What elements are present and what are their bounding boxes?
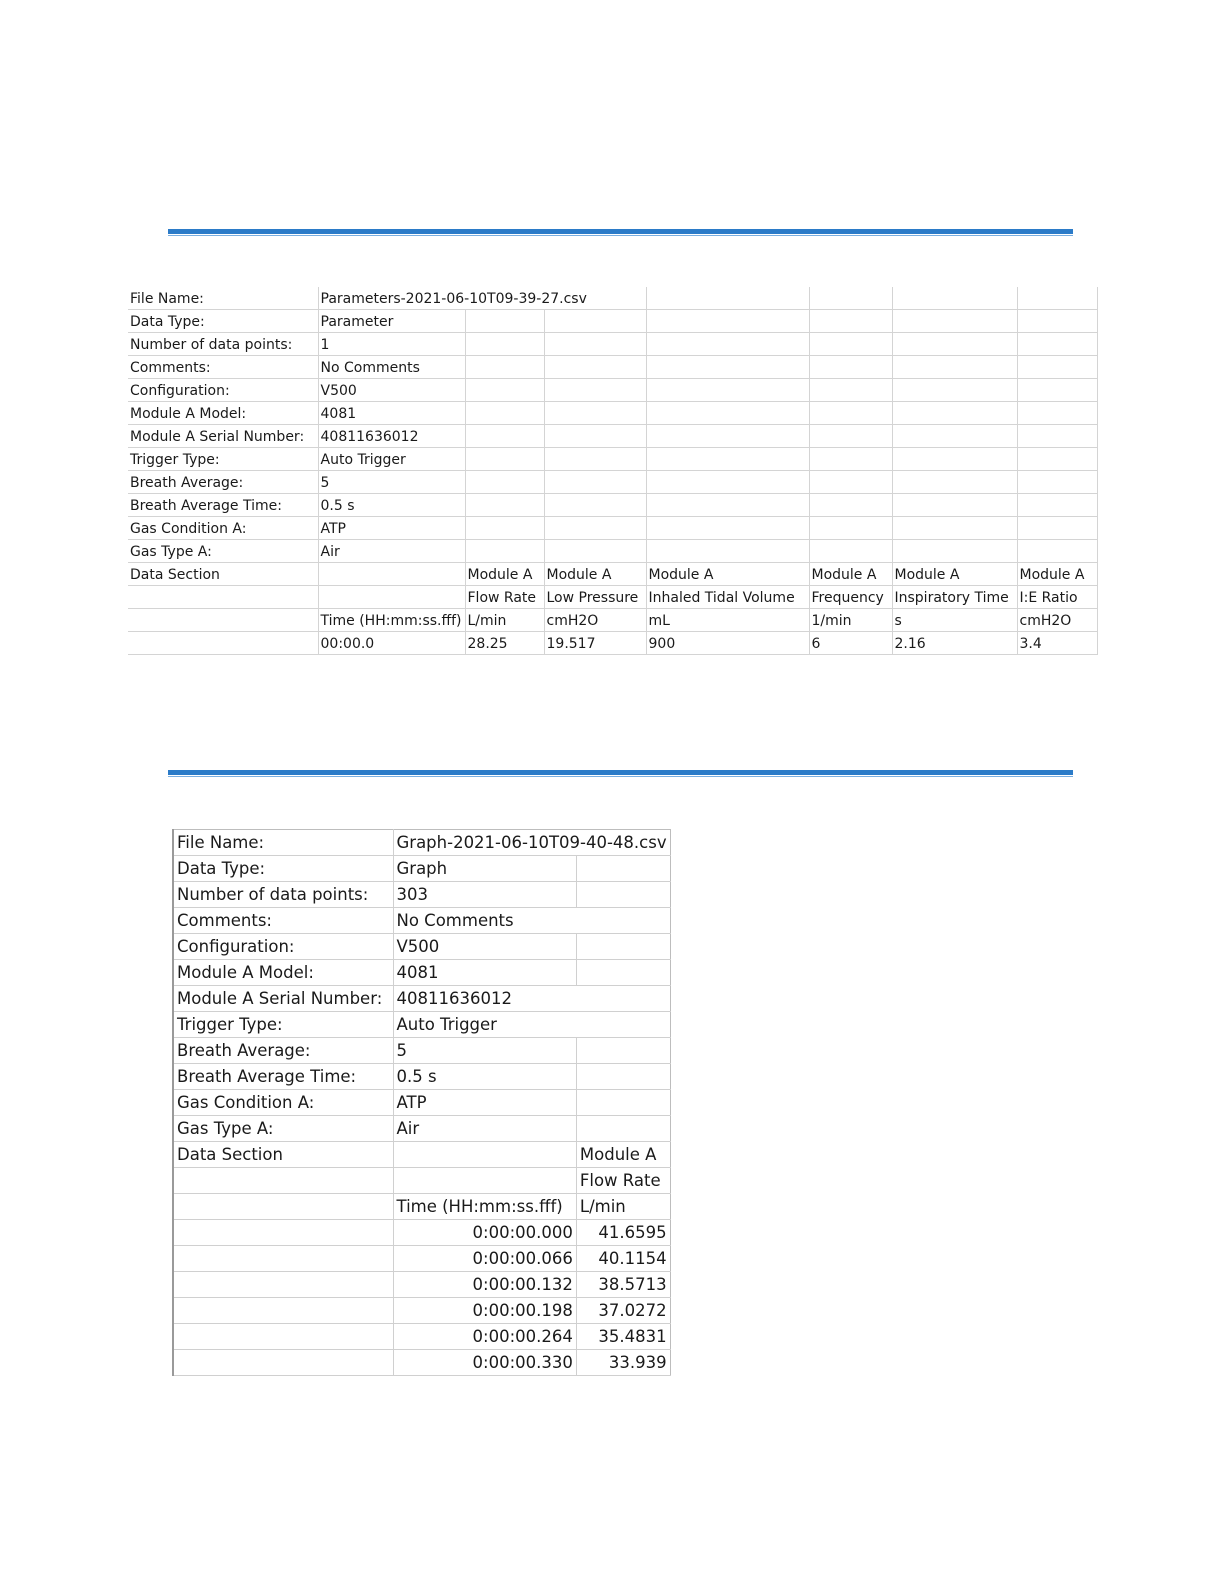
empty-cell[interactable] [809, 494, 892, 517]
column-unit[interactable]: L/min [576, 1194, 670, 1220]
empty-cell[interactable] [892, 517, 1017, 540]
empty-cell[interactable] [1017, 448, 1097, 471]
column-module[interactable]: Module A [576, 1142, 670, 1168]
param-label[interactable]: Breath Average: [173, 1038, 393, 1064]
table-row [173, 1012, 670, 1038]
section-divider-middle [168, 770, 1073, 775]
empty-cell[interactable] [646, 379, 809, 402]
column-name[interactable]: Low Pressure [544, 586, 646, 609]
empty-cell[interactable] [173, 1246, 393, 1272]
empty-cell[interactable] [646, 471, 809, 494]
param-value[interactable]: 4081 [318, 402, 465, 425]
param-value[interactable]: No Comments [318, 356, 465, 379]
column-name[interactable]: Frequency [809, 586, 892, 609]
empty-cell[interactable] [173, 1324, 393, 1350]
empty-cell[interactable] [173, 1220, 393, 1246]
param-value[interactable]: ATP [393, 1090, 576, 1116]
table-row [128, 609, 1097, 632]
flow-rate-value[interactable]: 37.0272 [576, 1298, 670, 1324]
empty-cell[interactable] [646, 333, 809, 356]
param-value[interactable]: No Comments [393, 908, 670, 934]
param-value[interactable]: 40811636012 [393, 986, 670, 1012]
table-row [128, 448, 1097, 471]
empty-cell[interactable] [892, 425, 1017, 448]
empty-cell[interactable] [646, 494, 809, 517]
param-label[interactable]: Trigger Type: [128, 448, 318, 471]
param-label[interactable]: Data Type: [173, 856, 393, 882]
param-label[interactable]: Trigger Type: [173, 1012, 393, 1038]
column-name[interactable]: Inhaled Tidal Volume [646, 586, 809, 609]
column-module[interactable]: Module A [544, 563, 646, 586]
empty-cell[interactable] [544, 471, 646, 494]
empty-cell[interactable] [1017, 494, 1097, 517]
empty-cell[interactable] [128, 586, 318, 609]
table-row [128, 632, 1097, 655]
param-value[interactable]: Graph-2021-06-10T09-40-48.csv [393, 830, 670, 856]
empty-cell[interactable] [576, 934, 670, 960]
graph-spreadsheet [172, 829, 671, 1376]
empty-cell[interactable] [465, 494, 544, 517]
empty-cell[interactable] [576, 856, 670, 882]
empty-cell[interactable] [544, 425, 646, 448]
column-unit[interactable]: L/min [465, 609, 544, 632]
empty-cell[interactable] [1017, 471, 1097, 494]
column-module[interactable]: Module A [809, 563, 892, 586]
flow-rate-value[interactable]: 40.1154 [576, 1246, 670, 1272]
empty-cell[interactable] [1017, 379, 1097, 402]
column-unit[interactable]: 1/min [809, 609, 892, 632]
param-label[interactable]: Gas Condition A: [128, 517, 318, 540]
param-label[interactable]: Gas Condition A: [173, 1090, 393, 1116]
param-value[interactable]: V500 [318, 379, 465, 402]
empty-cell[interactable] [544, 310, 646, 333]
empty-cell[interactable] [892, 310, 1017, 333]
section-divider-top [168, 229, 1073, 234]
param-value[interactable]: 4081 [393, 960, 576, 986]
empty-cell[interactable] [1017, 517, 1097, 540]
column-value[interactable]: 2.16 [892, 632, 1017, 655]
empty-cell[interactable] [1017, 333, 1097, 356]
empty-cell[interactable] [1017, 310, 1097, 333]
empty-cell[interactable] [809, 540, 892, 563]
empty-cell[interactable] [318, 563, 465, 586]
empty-cell[interactable] [465, 356, 544, 379]
column-name[interactable]: Flow Rate [576, 1168, 670, 1194]
empty-cell[interactable] [1017, 402, 1097, 425]
flow-rate-value[interactable]: 33.939 [576, 1350, 670, 1376]
param-value[interactable]: Parameter [318, 310, 465, 333]
table-row [128, 563, 1097, 586]
table-row [173, 934, 670, 960]
empty-cell[interactable] [809, 471, 892, 494]
empty-cell[interactable] [544, 517, 646, 540]
empty-cell[interactable] [809, 333, 892, 356]
param-label[interactable]: Module A Serial Number: [128, 425, 318, 448]
empty-cell[interactable] [544, 494, 646, 517]
empty-cell[interactable] [465, 379, 544, 402]
empty-cell[interactable] [544, 540, 646, 563]
table-row [173, 1038, 670, 1064]
empty-cell[interactable] [646, 402, 809, 425]
flow-rate-value[interactable]: 41.6595 [576, 1220, 670, 1246]
column-value[interactable]: 6 [809, 632, 892, 655]
column-value[interactable]: 900 [646, 632, 809, 655]
empty-cell[interactable] [576, 1038, 670, 1064]
time-value[interactable]: 00:00.0 [318, 632, 465, 655]
data-section-label[interactable]: Data Section [128, 563, 318, 586]
time-value[interactable]: 0:00:00.000 [393, 1220, 576, 1246]
empty-cell[interactable] [128, 609, 318, 632]
table-row [128, 494, 1097, 517]
param-label[interactable]: Gas Type A: [128, 540, 318, 563]
empty-cell[interactable] [465, 333, 544, 356]
column-module[interactable]: Module A [892, 563, 1017, 586]
param-label[interactable]: Module A Serial Number: [173, 986, 393, 1012]
empty-cell[interactable] [544, 448, 646, 471]
param-label[interactable]: Configuration: [128, 379, 318, 402]
param-value[interactable]: ATP [318, 517, 465, 540]
table-row [128, 310, 1097, 333]
empty-cell[interactable] [892, 494, 1017, 517]
data-section-label[interactable]: Data Section [173, 1142, 393, 1168]
column-unit[interactable]: cmH2O [1017, 609, 1097, 632]
empty-cell[interactable] [809, 379, 892, 402]
column-value[interactable]: 19.517 [544, 632, 646, 655]
column-module[interactable]: Module A [646, 563, 809, 586]
table-row [173, 1272, 670, 1298]
empty-cell[interactable] [576, 882, 670, 908]
table-row [173, 1090, 670, 1116]
column-module[interactable]: Module A [1017, 563, 1097, 586]
empty-cell[interactable] [892, 402, 1017, 425]
empty-cell[interactable] [576, 960, 670, 986]
param-label[interactable]: Comments: [173, 908, 393, 934]
param-label[interactable]: Breath Average Time: [128, 494, 318, 517]
param-label[interactable]: Configuration: [173, 934, 393, 960]
param-label[interactable]: Comments: [128, 356, 318, 379]
table-row [128, 586, 1097, 609]
empty-cell[interactable] [892, 471, 1017, 494]
empty-cell[interactable] [544, 379, 646, 402]
empty-cell[interactable] [393, 1168, 576, 1194]
empty-cell[interactable] [809, 517, 892, 540]
table-row [173, 908, 670, 934]
empty-cell[interactable] [173, 1168, 393, 1194]
table-row [128, 287, 1097, 310]
flow-rate-value[interactable]: 35.4831 [576, 1324, 670, 1350]
time-value[interactable]: 0:00:00.264 [393, 1324, 576, 1350]
table-row [173, 830, 670, 856]
empty-cell[interactable] [646, 448, 809, 471]
table-row [173, 1350, 670, 1376]
empty-cell[interactable] [809, 356, 892, 379]
table-row [173, 1298, 670, 1324]
empty-cell[interactable] [1017, 540, 1097, 563]
empty-cell[interactable] [544, 356, 646, 379]
param-value[interactable]: 40811636012 [318, 425, 465, 448]
param-label[interactable]: Number of data points: [128, 333, 318, 356]
param-label[interactable]: Data Type: [128, 310, 318, 333]
time-header[interactable]: Time (HH:mm:ss.fff) [393, 1194, 576, 1220]
table-row [173, 1246, 670, 1272]
time-value[interactable]: 0:00:00.066 [393, 1246, 576, 1272]
empty-cell[interactable] [809, 425, 892, 448]
empty-cell[interactable] [173, 1298, 393, 1324]
parameters-spreadsheet [128, 287, 1098, 655]
column-unit[interactable]: cmH2O [544, 609, 646, 632]
flow-rate-value[interactable]: 38.5713 [576, 1272, 670, 1298]
empty-cell[interactable] [544, 402, 646, 425]
param-label[interactable]: Breath Average Time: [173, 1064, 393, 1090]
table-row [173, 960, 670, 986]
time-value[interactable]: 0:00:00.330 [393, 1350, 576, 1376]
param-value[interactable]: 5 [318, 471, 465, 494]
column-unit[interactable]: s [892, 609, 1017, 632]
empty-cell[interactable] [809, 287, 892, 310]
param-label[interactable]: Gas Type A: [173, 1116, 393, 1142]
table-row [173, 1064, 670, 1090]
empty-cell[interactable] [318, 586, 465, 609]
param-label[interactable]: Number of data points: [173, 882, 393, 908]
empty-cell[interactable] [646, 517, 809, 540]
empty-cell[interactable] [809, 402, 892, 425]
param-label[interactable]: Breath Average: [128, 471, 318, 494]
time-header[interactable]: Time (HH:mm:ss.fff) [318, 609, 465, 632]
table-row [173, 1324, 670, 1350]
param-value[interactable]: Graph [393, 856, 576, 882]
table-row [128, 333, 1097, 356]
empty-cell[interactable] [1017, 425, 1097, 448]
table-row [128, 402, 1097, 425]
table-row [128, 379, 1097, 402]
param-value[interactable]: 0.5 s [318, 494, 465, 517]
table-row [128, 540, 1097, 563]
empty-cell[interactable] [646, 287, 809, 310]
param-label[interactable]: File Name: [128, 287, 318, 310]
param-value[interactable]: Air [393, 1116, 576, 1142]
table-row [128, 425, 1097, 448]
param-label[interactable]: Module A Model: [128, 402, 318, 425]
empty-cell[interactable] [465, 517, 544, 540]
column-value[interactable]: 3.4 [1017, 632, 1097, 655]
empty-cell[interactable] [646, 540, 809, 563]
empty-cell[interactable] [646, 356, 809, 379]
time-value[interactable]: 0:00:00.198 [393, 1298, 576, 1324]
empty-cell[interactable] [173, 1350, 393, 1376]
empty-cell[interactable] [646, 310, 809, 333]
empty-cell[interactable] [128, 632, 318, 655]
column-name[interactable]: I:E Ratio [1017, 586, 1097, 609]
table-row [173, 1116, 670, 1142]
table-row [128, 517, 1097, 540]
empty-cell[interactable] [576, 1116, 670, 1142]
empty-cell[interactable] [892, 356, 1017, 379]
empty-cell[interactable] [1017, 287, 1097, 310]
param-value[interactable]: 303 [393, 882, 576, 908]
empty-cell[interactable] [1017, 356, 1097, 379]
empty-cell[interactable] [646, 425, 809, 448]
empty-cell[interactable] [809, 310, 892, 333]
table-row [128, 356, 1097, 379]
empty-cell[interactable] [465, 425, 544, 448]
empty-cell[interactable] [892, 379, 1017, 402]
empty-cell[interactable] [465, 448, 544, 471]
empty-cell[interactable] [576, 1064, 670, 1090]
empty-cell[interactable] [465, 402, 544, 425]
param-value[interactable]: 5 [393, 1038, 576, 1064]
column-name[interactable]: Flow Rate [465, 586, 544, 609]
table-row [173, 1194, 670, 1220]
param-value[interactable]: Air [318, 540, 465, 563]
param-value[interactable]: V500 [393, 934, 576, 960]
column-value[interactable]: 28.25 [465, 632, 544, 655]
table-row [173, 986, 670, 1012]
param-label[interactable]: File Name: [173, 830, 393, 856]
table-row [173, 1220, 670, 1246]
empty-cell[interactable] [173, 1194, 393, 1220]
column-name[interactable]: Inspiratory Time [892, 586, 1017, 609]
column-module[interactable]: Module A [465, 563, 544, 586]
empty-cell[interactable] [809, 448, 892, 471]
param-value[interactable]: Auto Trigger [318, 448, 465, 471]
empty-cell[interactable] [393, 1142, 576, 1168]
empty-cell[interactable] [892, 540, 1017, 563]
table-row [173, 1142, 670, 1168]
empty-cell[interactable] [576, 1090, 670, 1116]
empty-cell[interactable] [892, 448, 1017, 471]
empty-cell[interactable] [892, 333, 1017, 356]
param-value[interactable]: Parameters-2021-06-10T09-39-27.csv [318, 287, 646, 310]
table-row [128, 471, 1097, 494]
table-row [173, 1168, 670, 1194]
param-value[interactable]: 0.5 s [393, 1064, 576, 1090]
empty-cell[interactable] [465, 540, 544, 563]
empty-cell[interactable] [465, 310, 544, 333]
time-value[interactable]: 0:00:00.132 [393, 1272, 576, 1298]
param-value[interactable]: 1 [318, 333, 465, 356]
column-unit[interactable]: mL [646, 609, 809, 632]
empty-cell[interactable] [892, 287, 1017, 310]
param-label[interactable]: Module A Model: [173, 960, 393, 986]
table-row [173, 856, 670, 882]
empty-cell[interactable] [465, 471, 544, 494]
empty-cell[interactable] [544, 333, 646, 356]
table-row [173, 882, 670, 908]
param-value[interactable]: Auto Trigger [393, 1012, 670, 1038]
empty-cell[interactable] [173, 1272, 393, 1298]
